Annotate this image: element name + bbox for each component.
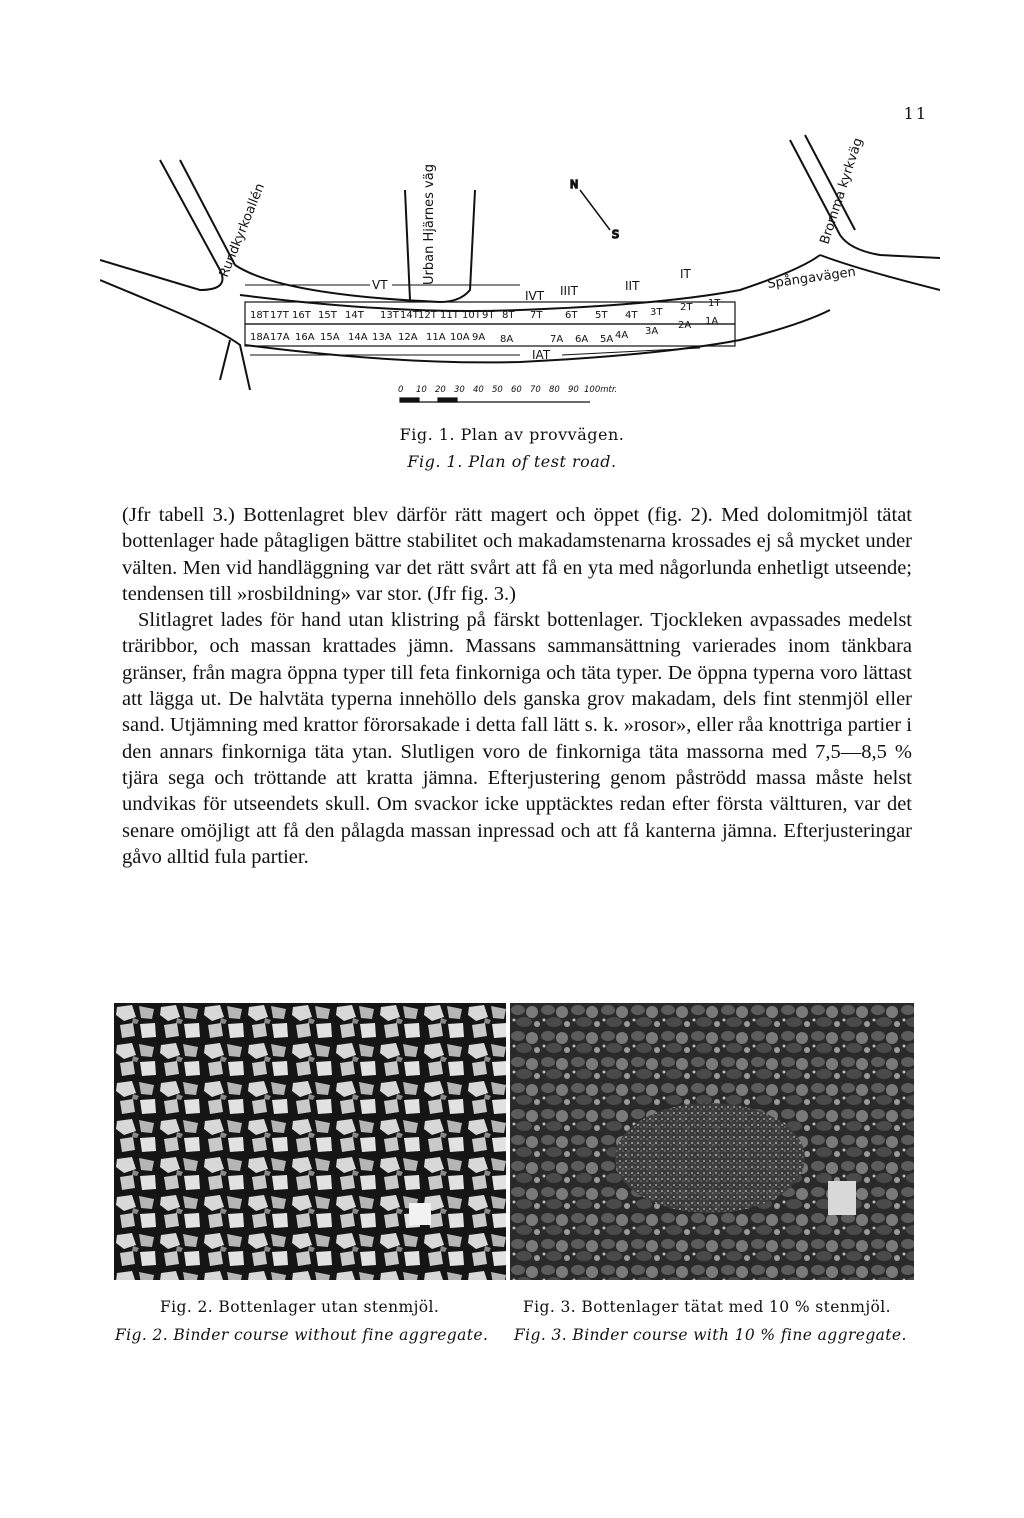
svg-text:10A: 10A <box>450 332 470 343</box>
svg-text:10: 10 <box>416 385 427 395</box>
label-vt: VT <box>372 278 388 292</box>
street-rundkyrkoallen: Rundkyrkoallén <box>216 181 269 280</box>
label-iat: IAT <box>532 348 551 362</box>
svg-text:2T: 2T <box>680 302 693 313</box>
compass-north: N <box>570 178 579 191</box>
svg-text:100mtr.: 100mtr. <box>584 385 618 395</box>
svg-text:16T: 16T <box>292 310 311 321</box>
street-bromma-kyrkvag: Bromma kyrkväg <box>817 136 867 247</box>
fig3-caption-swedish: Fig. 3. Bottenlager tätat med 10 % stenmjöl. <box>523 1298 891 1316</box>
svg-text:15A: 15A <box>320 332 340 343</box>
svg-text:9T: 9T <box>482 310 495 321</box>
svg-text:30: 30 <box>454 385 465 395</box>
label-iit: IIT <box>625 279 640 293</box>
svg-text:6A: 6A <box>575 334 589 345</box>
paragraph-2: Slitlagret lades för hand utan klistring på färskt bottenlager. Tjockleken avpassades medelst träribbor, och massan krattades jämn. Massans sammansättning varierades inom tänkbara gränser, från magra öppna typer till feta finkorniga och täta typer. De öppna typerna voro lättast att lägga ut. De halvtäta typerna innehöllo dels ganska grov makadam, dels fint stenmjöl eller sand. Utjämning med krattor förorsakade i detta fall lätt s. k. »rosor», eller råa knottriga partier i den annars finkorniga täta ytan. Slutligen voro de finkorniga täta massorna med 7,5—8,5 % tjära sega och tröttande att kratta jämna. Efterjustering genom påströdd massa måste helst undvikas för utseendets skull. Om svackor icke upptäcktes redan efter första vältturen, var det senare omöjligt att få den pålagda massan inpressad och att få kanterna jämna. Efterjusteringar gåvo alltid fula partier. <box>122 609 912 868</box>
fig2-caption-english: Fig. 2. Binder course without fine aggregate. <box>115 1326 489 1344</box>
svg-text:11T: 11T <box>440 310 459 321</box>
svg-text:14A: 14A <box>348 332 368 343</box>
svg-text:14T: 14T <box>345 310 364 321</box>
fig3-texture <box>510 1003 914 1280</box>
svg-text:80: 80 <box>549 385 560 395</box>
page-number: 11 <box>903 104 928 123</box>
bromma-kyrkvag-road <box>790 140 940 258</box>
svg-text:14T: 14T <box>400 310 419 321</box>
svg-text:18A: 18A <box>250 332 270 343</box>
svg-text:90: 90 <box>568 385 579 395</box>
svg-text:13A: 13A <box>372 332 392 343</box>
svg-text:7A: 7A <box>550 334 564 345</box>
svg-text:40: 40 <box>473 385 484 395</box>
svg-text:20: 20 <box>435 385 446 395</box>
fig1-caption-english: Fig. 1. Plan of test road. <box>407 452 617 471</box>
svg-text:1T: 1T <box>708 298 721 309</box>
svg-text:5A: 5A <box>600 334 614 345</box>
svg-text:18T: 18T <box>250 310 269 321</box>
fig3-photo-binder-course-fine <box>510 1003 914 1280</box>
rundkyrkoallen-road-upper <box>100 160 223 290</box>
label-ivt: IVT <box>525 289 545 303</box>
svg-text:8T: 8T <box>502 310 515 321</box>
fig2-texture <box>114 1003 506 1280</box>
svg-text:8A: 8A <box>500 334 514 345</box>
svg-text:17A: 17A <box>270 332 290 343</box>
svg-text:60: 60 <box>511 385 522 395</box>
label-it: IT <box>680 267 691 281</box>
fig1-caption-swedish: Fig. 1. Plan av provvägen. <box>399 425 625 444</box>
label-iiit: IIIT <box>560 284 578 298</box>
svg-text:9A: 9A <box>472 332 486 343</box>
street-urban-hjarnes-vag: Urban Hjärnes väg <box>422 164 437 285</box>
fig2-caption-swedish: Fig. 2. Bottenlager utan stenmjöl. <box>160 1298 440 1316</box>
svg-text:0: 0 <box>398 385 404 395</box>
svg-text:12A: 12A <box>398 332 418 343</box>
road-plan-svg <box>100 130 940 410</box>
svg-text:16A: 16A <box>295 332 315 343</box>
road-plan-map <box>100 130 940 410</box>
body-text <box>122 502 912 870</box>
compass-arrow-line <box>580 190 610 230</box>
rundkyrkoallen-road-lower <box>100 280 250 390</box>
svg-text:2A: 2A <box>678 320 692 331</box>
svg-text:4A: 4A <box>615 330 629 341</box>
svg-text:7T: 7T <box>530 310 543 321</box>
svg-text:11A: 11A <box>426 332 446 343</box>
svg-text:50: 50 <box>492 385 503 395</box>
svg-text:15T: 15T <box>318 310 337 321</box>
svg-text:4T: 4T <box>625 310 638 321</box>
svg-text:10T: 10T <box>462 310 481 321</box>
svg-text:17T: 17T <box>270 310 289 321</box>
street-spangavagen: Spångavägen <box>766 264 857 292</box>
paragraph-1: (Jfr tabell 3.) Bottenlagret blev därför rätt magert och öppet (fig. 2). Med dolomitmjöl tätat bottenlager hade påtagligen bättre stabilitet och makadamstenarna krossades ej så mycket under välten. Men vid handläggning var det rätt svårt att få en yta med någorlunda enhetligt utseende; tendensen till »rosbildning» var stor. (Jfr fig. 3.) <box>122 504 912 605</box>
svg-text:3T: 3T <box>650 307 663 318</box>
svg-text:5T: 5T <box>595 310 608 321</box>
svg-text:13T: 13T <box>380 310 399 321</box>
compass-south: S <box>612 228 619 241</box>
svg-text:3A: 3A <box>645 326 659 337</box>
svg-text:6T: 6T <box>565 310 578 321</box>
svg-text:1A: 1A <box>705 316 719 327</box>
svg-text:70: 70 <box>530 385 541 395</box>
svg-text:12T: 12T <box>418 310 437 321</box>
fig2-photo-binder-course <box>114 1003 506 1280</box>
fig3-caption-english: Fig. 3. Binder course with 10 % fine aggregate. <box>514 1326 907 1344</box>
